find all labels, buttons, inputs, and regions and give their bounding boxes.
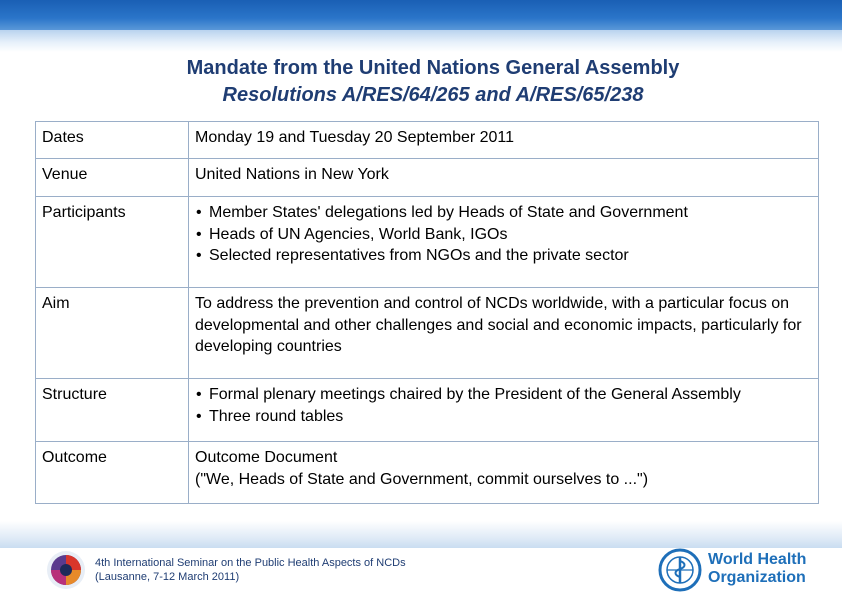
row-value [189, 379, 819, 442]
row-label: Venue [36, 159, 189, 197]
footer-text [95, 556, 406, 584]
table-row [36, 159, 819, 197]
table-row [36, 379, 819, 442]
row-label: Structure [36, 379, 189, 442]
header-bar [0, 0, 842, 30]
title-line-2: Resolutions A/RES/64/265 and A/RES/65/238 [222, 84, 644, 106]
table-row [36, 197, 819, 288]
outcome-line-1: Outcome Document [195, 449, 338, 466]
row-value [189, 197, 819, 288]
list-item: • Three round tables [195, 406, 812, 428]
row-value: United Nations in New York [189, 159, 819, 197]
row-value: To address the prevention and control of NCDs worldwide, with a particular focus on developmental and other challenges and social and economic impacts, particularly for developing countries [189, 288, 819, 379]
row-label: Outcome [36, 442, 189, 504]
list-item: • Selected representatives from NGOs and the private sector [195, 245, 812, 267]
who-line-1: World Health [708, 551, 807, 568]
header-gradient [0, 30, 842, 52]
table-row [36, 442, 819, 504]
outcome-line-2: ("We, Heads of State and Government, commit ourselves to ...") [195, 470, 649, 488]
list-item: • Member States' delegations led by Heads of State and Government [195, 202, 812, 224]
row-value [189, 442, 819, 504]
table-row [36, 122, 819, 159]
slide-title [0, 55, 842, 109]
row-label: Participants [36, 197, 189, 288]
row-label: Dates [36, 122, 189, 159]
seminar-logo-icon [44, 548, 88, 592]
footer-line-2: (Lausanne, 7-12 March 2011) [95, 571, 240, 583]
title-line-1: Mandate from the United Nations General Assembly [186, 57, 680, 79]
list-item: • Heads of UN Agencies, World Bank, IGOs [195, 224, 812, 246]
list-item: • Formal plenary meetings chaired by the President of the General Assembly [195, 384, 812, 406]
row-value: Monday 19 and Tuesday 20 September 2011 [189, 122, 819, 159]
participants-list [195, 202, 812, 267]
who-line-2: Organization [708, 569, 806, 586]
table-row [36, 288, 819, 379]
footer-line-1: 4th International Seminar on the Public Health Aspects of NCDs [95, 557, 406, 569]
mandate-table [35, 121, 819, 504]
row-label: Aim [36, 288, 189, 379]
who-wordmark [708, 551, 806, 587]
structure-list [195, 384, 812, 427]
